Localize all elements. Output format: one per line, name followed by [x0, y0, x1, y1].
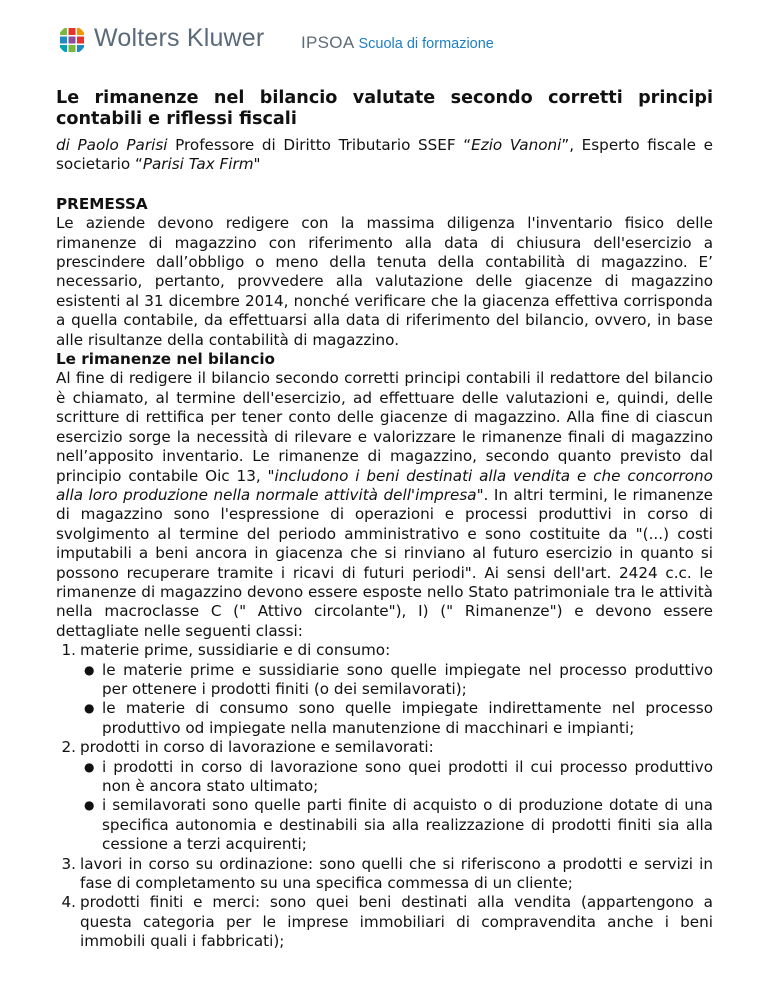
list-item: 2. prodotti in corso di lavorazione e semilavorati: ● i prodotti in corso di lavorazione sono quei prodotti il cui processo produttivo non è ancora stato ultimato; ● i semilavorati sono quelle parti finite di acquisto o di produzione dotate di una specifica autonomia e destinabili sia alla realizzazione di prodotti finiti sia alla cessione a terzi acquirenti;: [61, 738, 713, 854]
brand-name: Wolters Kluwer: [94, 24, 265, 52]
list-item: ● i prodotti in corso di lavorazione sono quei prodotti il cui processo produttivo non è ancora stato ultimato;: [84, 757, 713, 795]
brand-subtitle: [301, 33, 494, 53]
byline: di Paolo Parisi Professore di Diritto Tributario SSEF “Ezio Vanoni”, Esperto fiscale e societario “Parisi Tax Firm": [56, 136, 713, 174]
paragraph-premessa: Le aziende devono redigere con la massima diligenza l'inventario fisico delle rimanenze di magazzino con riferimento alla data di chiusura dell'esercizio a prescindere dall’obbligo o meno della tenuta della contabilità di magazzino. E’ necessario, pertanto, provvedere alla valutazione delle giacenze di magazzino esistenti al 31 dicembre 2014, nonché verificare che la giacenza effettiva corrisponda a quella contabile, da effettuarsi alla data di riferimento del bilancio, ovvero, in base alle risultanze della contabilità di magazzino.: [56, 214, 713, 349]
wolters-kluwer-logo-icon: [56, 24, 88, 56]
list-item: 1. materie prime, sussidiarie e di consumo: ● le materie prime e sussidiarie sono quelle impiegate nel processo produttivo per ottenere i prodotti finiti (o dei semilavorati); ● le materie di consumo sono quelle impiegate indirettamente nel processo produttivo od impiegate nella manutenzione di macchinari e impianti;: [61, 641, 713, 737]
list-item: ● le materie di consumo sono quelle impiegate indirettamente nel processo produttivo od impiegate nella manutenzione di macchinari e impianti;: [84, 699, 713, 737]
article: [56, 88, 713, 952]
article-title: Le rimanenze nel bilancio valutate secondo corretti principi contabili e riflessi fiscali: [56, 88, 713, 129]
school-name: Ezio Vanoni: [471, 136, 562, 154]
ipsoa-label: IPSOA: [301, 33, 355, 52]
section-heading-rimanenze: Le rimanenze nel bilancio: [56, 350, 275, 369]
sub-list: [80, 661, 713, 739]
classes-list: [56, 641, 713, 952]
bullet-icon: ●: [84, 701, 95, 716]
list-item: ● i semilavorati sono quelle parti finite di acquisto o di produzione dotate di una specifica autonomia e destinabili sia alla realizzazione di prodotti finiti sia alla cessione a terzi acquirenti;: [84, 796, 713, 854]
scuola-label: Scuola di formazione: [358, 36, 494, 52]
list-item: 3. lavori in corso su ordinazione: sono quelli che si riferiscono a prodotti e servizi in fase di completamento su una specifica commessa di un cliente;: [61, 854, 713, 893]
bullet-icon: ●: [84, 662, 95, 677]
list-item: 4. prodotti finiti e merci: sono quei beni destinati alla vendita (appartengono a questa categoria per le imprese immobiliari di compravendita anche i beni immobili quali i fabbricati);: [61, 893, 713, 951]
sub-list: [80, 758, 713, 855]
bullet-icon: ●: [84, 798, 95, 813]
paragraph-rimanenze: Al fine di redigere il bilancio secondo corretti principi contabili il redattore del bilancio è chiamato, al termine dell'esercizio, ad effettuare delle valutazioni e, quindi, delle scritture di rettifica per tener conto delle giacenze di magazzino. Alla fine di ciascun esercizio sorge la necessità di rilevare e valorizzare le rimanenze finali di magazzino nell’apposito inventario. Le rimanenze di magazzino, secondo quanto previsto dal principio contabile Oic 13, "includono i beni destinati alla vendita e che concorrono alla loro produzione nella normale attività dell'impresa". In altri termini, le rimanenze di magazzino sono l'espressione di operazioni e processi produttivi in corso di svolgimento al termine del periodo amministrativo e sono costituite da "(...) costi imputabili a beni ancora in giacenza che si rinviano al futuro esercizio in quanto si possono recuperare tramite i ricavi di futuri periodi". Ai sensi dell'art. 2424 c.c. le rimanenze di magazzino devono essere esposte nello Stato patrimoniale tra le attività nella macroclasse C (" Attivo circolante"), I) (" Rimanenze") e devono essere dettagliate nelle seguenti classi:: [56, 369, 713, 640]
section-heading-premessa: PREMESSA: [56, 194, 148, 213]
header: [56, 22, 716, 62]
author-name: Paolo Parisi: [77, 136, 168, 154]
firm-name: Parisi Tax Firm: [142, 155, 254, 174]
bullet-icon: ●: [84, 759, 95, 774]
list-item: ● le materie prime e sussidiarie sono quelle impiegate nel processo produttivo per ottenere i prodotti finiti (o dei semilavorati);: [84, 660, 713, 698]
